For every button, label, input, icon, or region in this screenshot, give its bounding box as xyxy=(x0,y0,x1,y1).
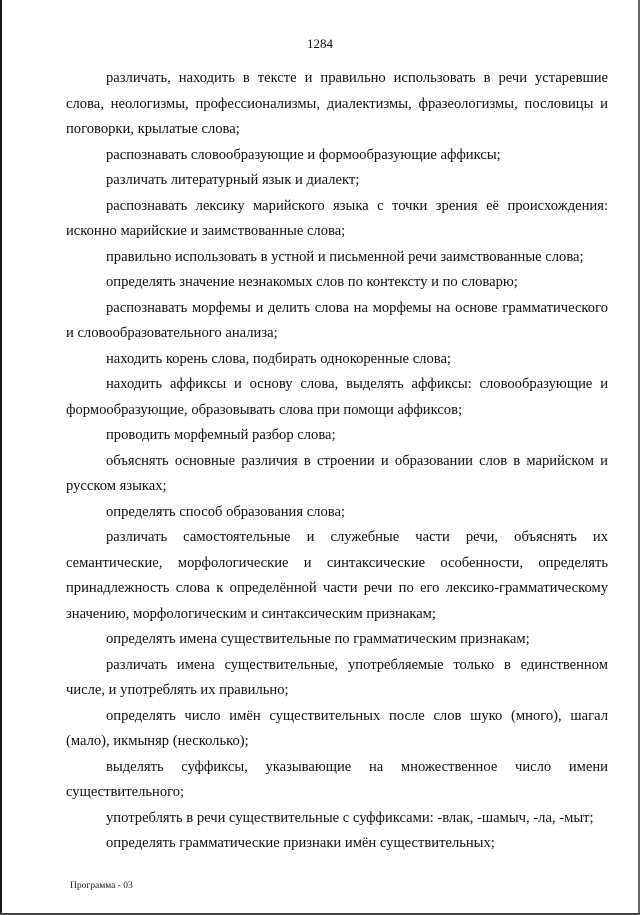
paragraph: правильно использовать в устной и письменной речи заимствованные слова; xyxy=(106,248,584,265)
paragraph: определять способ образования слова; xyxy=(106,503,345,520)
paragraph: употреблять в речи существительные с суффиксами: -влак, -шамыч, -ла, -мыт; xyxy=(106,809,594,826)
paragraph: распознавать морфемы и делить слова на морфемы на основе грамматического и словообразовательного анализа; xyxy=(66,299,608,341)
footer-program-label: Программа - 03 xyxy=(70,881,133,891)
page-number: 1284 xyxy=(307,36,333,51)
paragraph: различать имена существительные, употребляемые только в единственном числе, и употреблять их правильно; xyxy=(66,656,608,698)
paragraph: различать, находить в тексте и правильно использовать в речи устаревшие слова, неологизмы, профессионализмы, диалектизмы, фразеологизмы, пословицы и поговорки, крылатые слова; xyxy=(66,70,608,137)
paragraph: определять значение незнакомых слов по контексту и по словарю; xyxy=(106,274,518,290)
paragraph: определять имена существительные по грамматическим признакам; xyxy=(106,631,530,647)
paragraph: различать литературный язык и диалект; xyxy=(106,172,360,188)
paragraph: определять число имён существительных после слов шуко (много), шагал (мало), икмыняр (несколько); xyxy=(66,707,608,749)
paragraph: находить корень слова, подбирать однокоренные слова; xyxy=(106,350,451,367)
page-edge-left xyxy=(0,0,2,915)
document-body xyxy=(66,66,608,857)
paragraph: распознавать словообразующие и формообразующие аффиксы; xyxy=(106,146,501,163)
paragraph: проводить морфемный разбор слова; xyxy=(106,427,336,443)
paragraph: различать самостоятельные и служебные части речи, объяснять их семантические, морфологические и синтаксические особенности, определять принадлежность слова к определённой части речи по его лексико-грамматическому значению, морфологическим и синтаксическим признакам; xyxy=(66,529,608,622)
paragraph: распознавать лексику марийского языка с точки зрения её происхождения: исконно марийские и заимствованные слова; xyxy=(66,197,608,239)
paragraph: выделять суффиксы, указывающие на множественное число имени существительного; xyxy=(66,758,608,800)
paragraph: находить аффиксы и основу слова, выделять аффиксы: словообразующие и формообразующие, образовывать слова при помощи аффиксов; xyxy=(66,376,608,418)
paragraph: объяснять основные различия в строении и образовании слов в марийском и русском языках; xyxy=(66,452,608,494)
paragraph: определять грамматические признаки имён существительных; xyxy=(106,835,495,851)
